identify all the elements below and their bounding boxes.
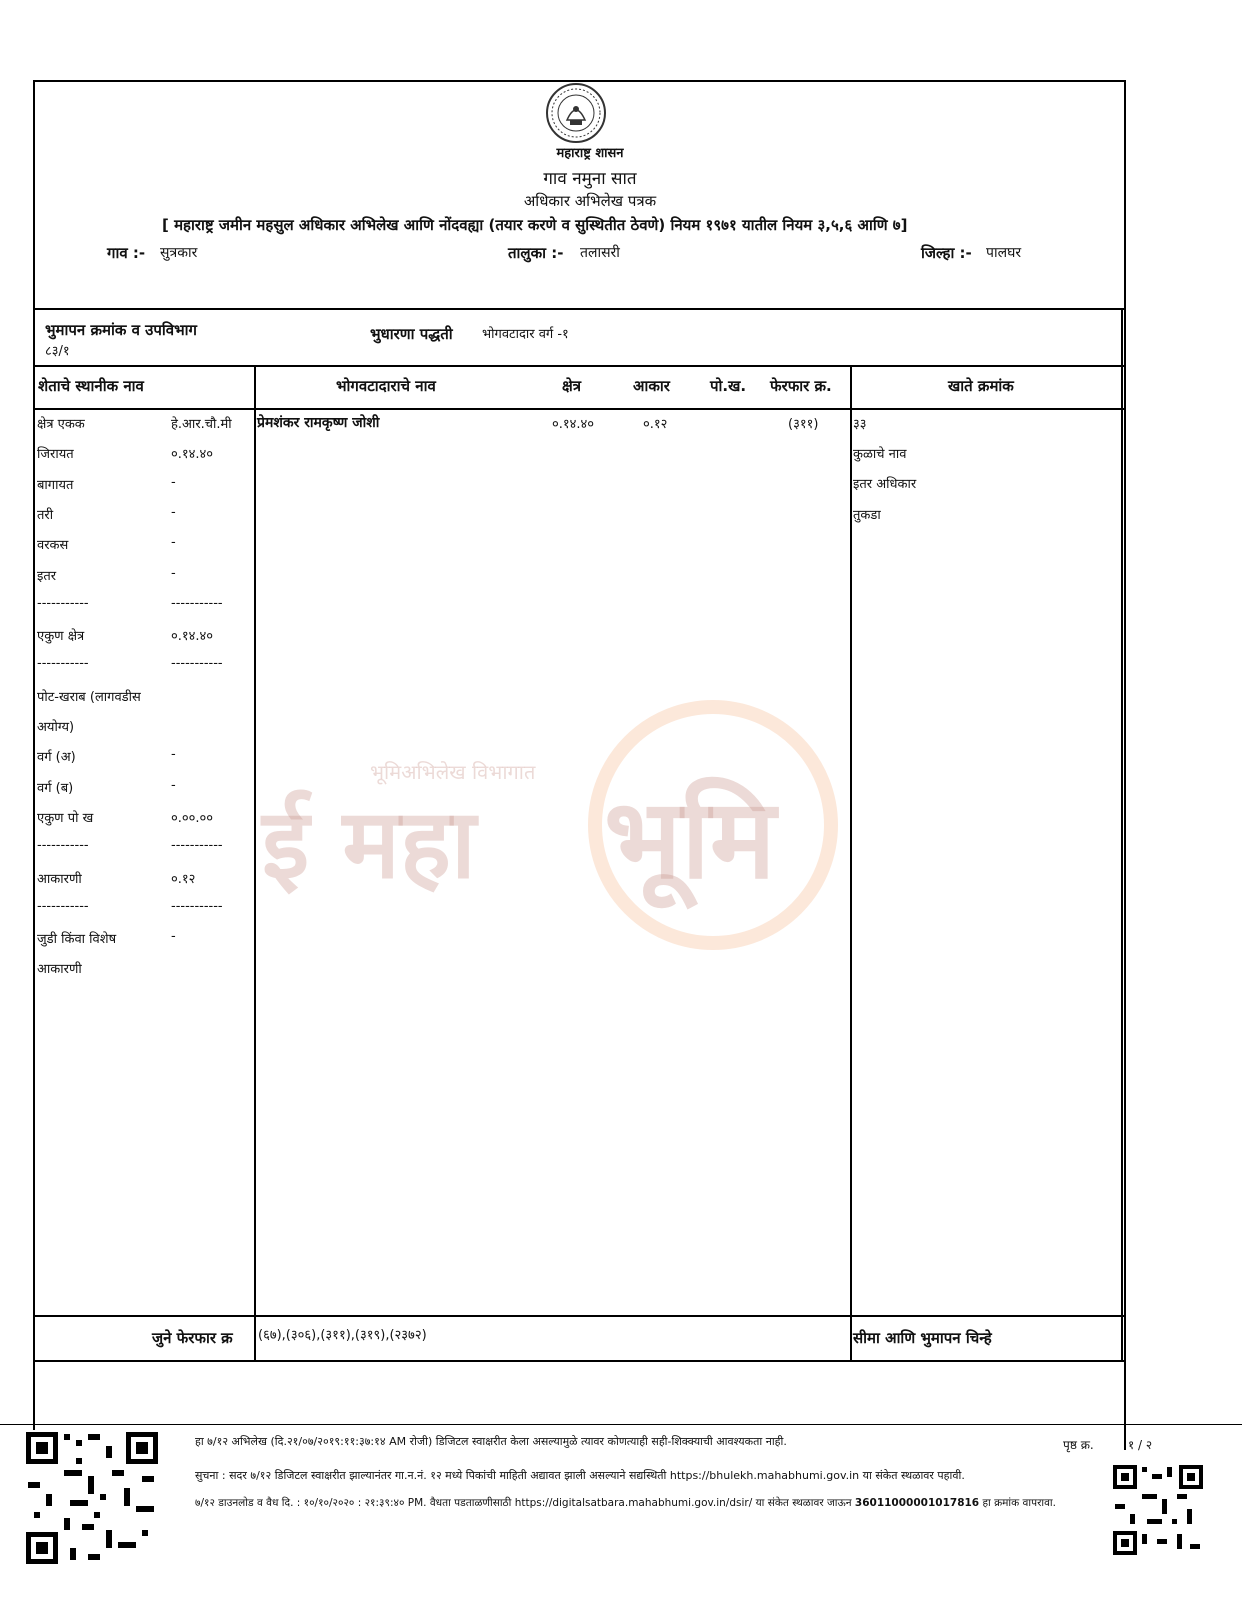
area-row-value: - bbox=[171, 535, 176, 550]
survey-value: ८३/१ bbox=[45, 344, 70, 359]
area-row-value: ----------- bbox=[171, 596, 223, 611]
area-row-label: तरी bbox=[37, 508, 54, 523]
footer-divider bbox=[0, 1424, 1242, 1425]
area-row-value: ----------- bbox=[171, 656, 223, 671]
col-assessment: आकार bbox=[633, 377, 670, 395]
footer-line-2: सुचना : सदर ७/१२ डिजिटल स्वाक्षरीत झाल्यानंतर गा.न.नं. १२ मध्ये पिकांची माहिती अद्यावत झाली असल्याने सद्यस्थिती https://bhulekh.mahabhumi.gov.in या संकेत स्थळावर पहावी. bbox=[195, 1469, 965, 1482]
col-local-name: शेताचे स्थानीक नाव bbox=[38, 377, 144, 395]
area-row-label: अयोग्य) bbox=[37, 720, 75, 735]
divider bbox=[33, 1360, 1126, 1362]
footer-line-1: हा ७/१२ अभिलेख (दि.२१/०७/२०१९:११:३७:१४ AM रोजी) डिजिटल स्वाक्षरीत केला असल्यामुळे त्यावर कोणत्याही सही-शिक्क्याची आवश्यकता नाही. bbox=[195, 1435, 787, 1448]
kul-name-label: कुळाचे नाव bbox=[853, 447, 907, 462]
qr-code-icon bbox=[24, 1430, 160, 1566]
document-frame bbox=[33, 80, 1126, 1450]
divider bbox=[33, 365, 1126, 367]
tukda-label: तुकडा bbox=[853, 508, 881, 523]
area-row-value: - bbox=[171, 747, 176, 762]
area-row-value: ०.१४.४० bbox=[171, 629, 214, 644]
area-row-label: पोट-खराब (लागवडीस bbox=[37, 690, 141, 705]
area-row-label: एकुण पो ख bbox=[37, 811, 94, 826]
area-row-value: - bbox=[171, 475, 176, 490]
old-mutation-label: जुने फेरफार क्र bbox=[152, 1329, 233, 1347]
area-row-label: आकारणी bbox=[37, 872, 82, 887]
footer-line-3 bbox=[195, 1496, 1107, 1510]
village-label: गाव :- bbox=[107, 244, 146, 262]
divider bbox=[33, 1315, 1126, 1317]
col-area: क्षेत्र bbox=[562, 377, 582, 395]
footer-line-3-a: ७/१२ डाउनलोड व वैध दि. : १०/१०/२०२० : २१:३९:४० PM. वैधता पडताळणीसाठी https://digitalsatbara.mahabhumi.gov.in/dsir/ या संकेत स्थळावर जाऊन bbox=[195, 1497, 852, 1509]
area-row-label: आकारणी bbox=[37, 962, 82, 977]
page-number: १ / २ bbox=[1128, 1438, 1153, 1452]
footer-line-3-b: हा क्रमांक वापरावा. bbox=[982, 1497, 1056, 1509]
area-row-value: ----------- bbox=[171, 838, 223, 853]
area-row-label: इतर bbox=[37, 569, 57, 584]
col-occupant-name: भोगवटादाराचे नाव bbox=[336, 377, 436, 395]
col-pokh: पो.ख. bbox=[710, 377, 747, 395]
verification-code: 36011000001017816 bbox=[854, 1497, 980, 1509]
col-account-no: खाते क्रमांक bbox=[948, 377, 1014, 395]
area-row-value: ०.१४.४० bbox=[171, 447, 214, 462]
page-label: पृष्ठ क्र. bbox=[1063, 1438, 1094, 1452]
area-row-label: बागायत bbox=[37, 478, 74, 493]
area-row-value: हे.आर.चौ.मी bbox=[171, 417, 232, 432]
area-row-label: जुडी किंवा विशेष bbox=[37, 932, 117, 947]
area-row-value: - bbox=[171, 566, 176, 581]
area-row-value: - bbox=[171, 505, 176, 520]
area-row-label: वर्ग (अ) bbox=[37, 750, 76, 765]
tenure-label: भुधारणा पद्धती bbox=[370, 325, 453, 343]
state-emblem-icon bbox=[545, 82, 607, 144]
tenure-value: भोगवटादार वर्ग -१ bbox=[482, 327, 569, 342]
area-row-label: ----------- bbox=[37, 596, 89, 611]
other-rights-label: इतर अधिकार bbox=[853, 477, 917, 492]
rule-line: [ महाराष्ट्र जमीन महसुल अधिकार अभिलेख आणि नोंदवह्या (तयार करणे व सुस्थितीत ठेवणे) नियम १९७१ यातील नियम ३,५,६ आणि ७] bbox=[162, 216, 908, 234]
area-row-label: ----------- bbox=[37, 899, 89, 914]
owner-mutation: (३११) bbox=[788, 417, 819, 432]
area-row-label: एकुण क्षेत्र bbox=[37, 629, 85, 644]
area-row-label: जिरायत bbox=[37, 447, 74, 462]
watermark-small: भूमिअभिलेख विभागात bbox=[370, 760, 536, 784]
divider bbox=[33, 408, 1126, 410]
area-row-label: क्षेत्र एकक bbox=[37, 417, 85, 432]
form-title: गाव नमुना सात bbox=[543, 169, 637, 189]
taluka-value: तलासरी bbox=[580, 245, 620, 261]
account-number: ३३ bbox=[853, 417, 867, 432]
district-value: पालघर bbox=[986, 245, 1022, 261]
owner-assessment: ०.१२ bbox=[643, 417, 668, 432]
survey-label: भुमापन क्रमांक व उपविभाग bbox=[45, 321, 197, 339]
district-label: जिल्हा :- bbox=[921, 244, 972, 262]
area-row-label: वर्ग (ब) bbox=[37, 781, 74, 796]
watermark-large-2: भूमि bbox=[604, 775, 776, 903]
form-subtitle: अधिकार अभिलेख पत्रक bbox=[523, 192, 657, 210]
area-row-value: ०.१२ bbox=[171, 872, 196, 887]
taluka-label: तालुका :- bbox=[508, 244, 564, 262]
column-divider bbox=[850, 365, 852, 1360]
area-row-value: ०.००.०० bbox=[171, 811, 214, 826]
column-divider bbox=[254, 365, 256, 1360]
area-row-label: ----------- bbox=[37, 656, 89, 671]
owner-name: प्रेमशंकर रामकृष्ण जोशी bbox=[257, 415, 380, 431]
area-row-label: ----------- bbox=[37, 838, 89, 853]
divider bbox=[33, 308, 1126, 310]
old-mutation-value: (६७),(३०६),(३११),(३१९),(२३७२) bbox=[258, 1328, 427, 1343]
area-row-value: - bbox=[171, 929, 176, 944]
village-value: सुत्रकार bbox=[160, 245, 198, 261]
area-row-label: वरकस bbox=[37, 538, 69, 553]
watermark-large-1: ई महा bbox=[262, 788, 476, 900]
area-row-value: ----------- bbox=[171, 899, 223, 914]
column-divider bbox=[1121, 308, 1123, 1360]
col-mutation-no: फेरफार क्र. bbox=[770, 377, 832, 395]
qr-code-icon bbox=[1112, 1464, 1204, 1556]
boundary-label: सीमा आणि भुमापन चिन्हे bbox=[853, 1329, 992, 1347]
area-row-value: - bbox=[171, 778, 176, 793]
govt-name: महाराष्ट्र शासन bbox=[556, 146, 624, 161]
owner-area: ०.१४.४० bbox=[552, 417, 595, 432]
